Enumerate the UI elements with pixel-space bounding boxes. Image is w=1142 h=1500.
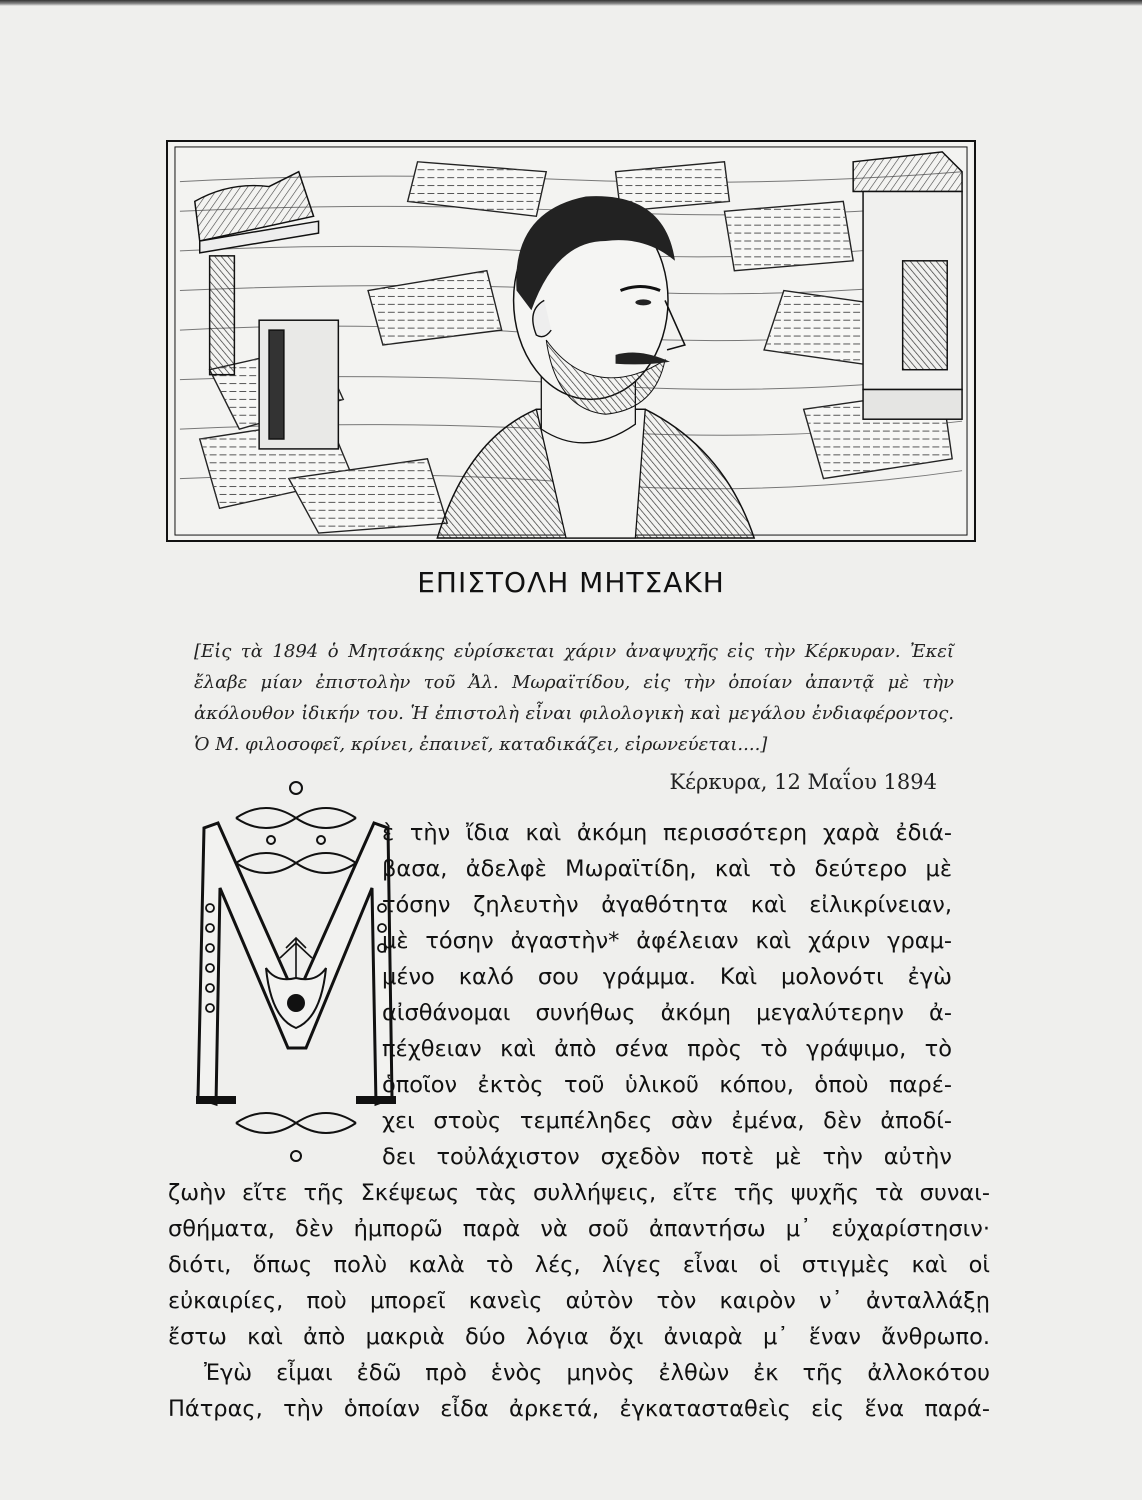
dateline: Κέρκυρα, 12 Μαΐου 1894 — [669, 770, 937, 794]
body-line-5: μένο καλό σου γράμμα. Καὶ μολονότι ἐγὼ — [382, 964, 952, 990]
body-line-6: αἰσθάνομαι συνήθως ἀκόμη μεγαλύτερην ἀ- — [382, 1000, 952, 1026]
body-line-9: χει στοὺς τεμπέληδες σὰν ἐμένα, δὲν ἀποδί- — [382, 1108, 952, 1134]
body-line-2: βασα, ἀδελφὲ Μωραϊτίδη, καὶ τὸ δεύτερο μὲ — [382, 856, 952, 882]
body-line-7: πέχθειαν καὶ ἀπὸ σένα πρὸς τὸ γράψιμο, τὸ — [382, 1036, 952, 1062]
body-line-14: εὐκαιρίες, ποὺ μπορεῖ κανεὶς αὐτὸν τὸν καιρὸν ν᾽ ἀνταλλάξῃ — [168, 1288, 990, 1314]
body-line-10: δει τοὐλάχιστον σχεδὸν ποτὲ μὲ τὴν αὐτὴν — [382, 1144, 952, 1170]
intro-paragraph: [Εἰς τὰ 1894 ὁ Μητσάκης εὑρίσκεται χάριν ἀναψυχῆς εἰς τὴν Κέρκυραν. Ἐκεῖ ἔλαβε μίαν ἐπιστολὴν τοῦ Ἀλ. Μωραϊτίδου, εἰς τὴν ὁποίαν ἀπαντᾷ μὲ τὴν ἀκόλουθον ἰδικήν του. Ἡ ἐπιστολὴ εἶναι φιλολογικὴ καὶ μεγάλου ἐνδιαφέροντος. Ὁ Μ. φιλοσοφεῖ, κρίνει, ἐπαινεῖ, καταδικάζει, εἰρωνεύεται....] — [194, 641, 954, 755]
decorative-initial — [196, 778, 396, 1164]
body-line-15: ἔστω καὶ ἀπὸ μακριὰ δύο λόγια ὄχι ἀνιαρὰ μ᾽ ἕναν ἄνθρωπο. — [168, 1324, 990, 1350]
body-line-1: ὲ τὴν ἴδια καὶ ἀκόμη περισσότερη χαρὰ ἐδιά- — [382, 820, 952, 846]
body-line-8: ὁποῖον ἐκτὸς τοῦ ὑλικοῦ κόπου, ὁποὺ παρέ- — [382, 1072, 952, 1098]
body-line-4: μὲ τόσην ἀγαστὴν* ἀφέλειαν καὶ χάριν γραμ- — [382, 928, 952, 954]
body-line-17: Πάτρας, τὴν ὁποίαν εἶδα ἀρκετά, ἐγκατασταθεὶς εἰς ἕνα παρά- — [168, 1396, 990, 1422]
body-line-13: διότι, ὅπως πολὺ καλὰ τὸ λές, λίγες εἶναι οἱ στιγμὲς καὶ οἱ — [168, 1252, 990, 1278]
body-line-3: τόσην ζηλευτὴν ἀγαθότητα καὶ εἰλικρίνειαν, — [382, 892, 952, 918]
portrait-illustration — [166, 140, 976, 542]
body-line-11: ζωὴν εἴτε τῆς Σκέψεως τὰς συλλήψεις, εἴτε τῆς ψυχῆς τὰ συναι- — [168, 1180, 990, 1206]
body-line-12: σθήματα, δὲν ἠμπορῶ παρὰ νὰ σοῦ ἀπαντήσω μ᾽ εὐχαρίστησιν· — [168, 1216, 990, 1242]
portrait-engraving-icon — [168, 142, 974, 540]
page-title: ΕΠΙΣΤΟΛΗ ΜΗΤΣΑΚΗ — [417, 566, 725, 599]
body-line-16: Ἐγὼ εἶμαι ἐδῶ πρὸ ἑνὸς μηνὸς ἐλθὼν ἐκ τῆς ἀλλοκότου — [204, 1360, 990, 1386]
page-top-edge — [0, 0, 1142, 6]
